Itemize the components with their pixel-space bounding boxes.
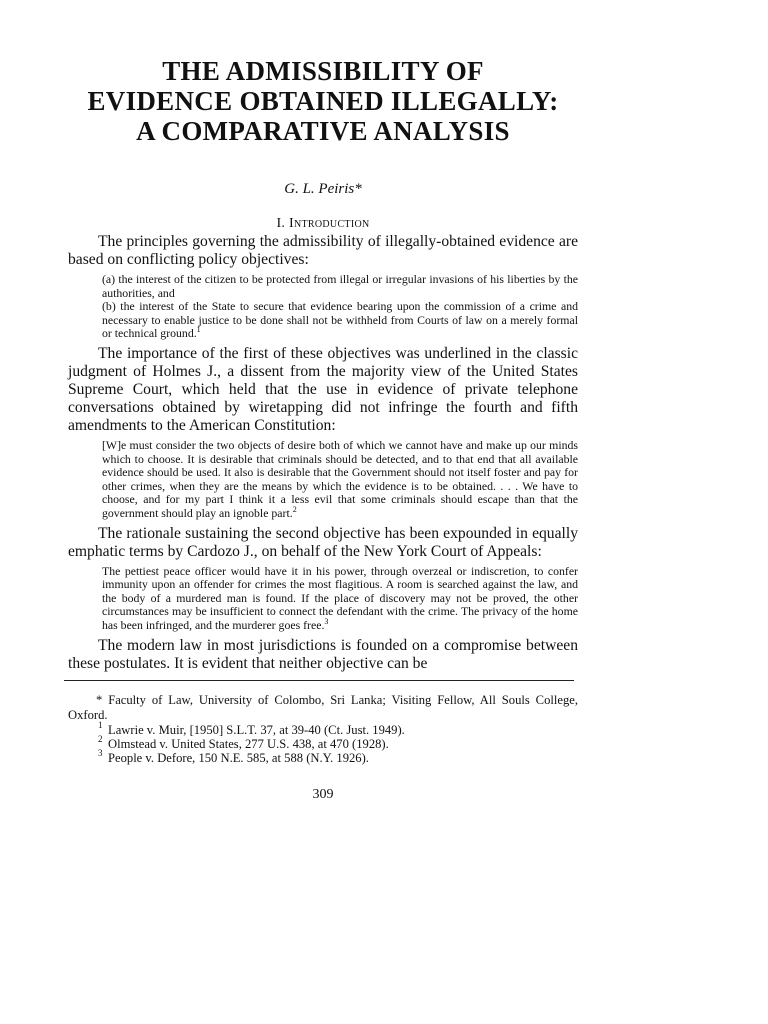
block-quote-2 bbox=[102, 439, 578, 521]
article-title bbox=[68, 56, 578, 146]
footnote-ref-1: 1 bbox=[196, 325, 201, 335]
footnote-item: 2 Olmstead v. United States, 277 U.S. 438, at 470 (1928). bbox=[98, 734, 389, 751]
paragraph-4: The modern law in most jurisdictions is founded on a compromise between these postulates. It is evident that neither objective can be bbox=[68, 636, 578, 672]
quote-item-a: (a) the interest of the citizen to be protected from illegal or irregular invasions of his liberties by the authorities, and bbox=[102, 272, 578, 300]
footnote-author: * Faculty of Law, University of Colombo, Sri Lanka; Visiting Fellow, All Souls College, Oxford. bbox=[68, 692, 578, 722]
quote-cardozo-text: The pettiest peace officer would have it in his power, through overzeal or indiscretion, to confer immunity upon an offender for crimes the most flagitious. A room is searched against the law, and the body of a murdered man is found. If the place of discovery may not be proved, the other circumstances may be insufficient to connect the defendant with the crime. The privacy of the home has been infringed, and the murderer goes free. bbox=[102, 563, 578, 632]
block-quote-3 bbox=[102, 565, 578, 633]
block-quote-1 bbox=[102, 273, 578, 341]
footnote-item: 3 People v. Defore, 150 N.E. 585, at 588 (N.Y. 1926). bbox=[98, 748, 369, 765]
footnote-list bbox=[68, 720, 578, 765]
quote-cardozo bbox=[102, 565, 578, 633]
page-number: 309 bbox=[312, 786, 334, 802]
quote-holmes-text: [W]e must consider the two objects of desire both of which we cannot have and make up our minds which to choose. It is desirable that criminals should be detected, and to that end that all available evidence should be used. It also is desirable that the Government should not itself foster and pay for other crimes, when they are the means by which the evidence is to be obtained. . . . We have to choose, and for my part I think it a less evil that some criminals should escape than that the government should play an ignoble part. bbox=[102, 437, 578, 520]
title-line-3: A COMPARATIVE ANALYSIS bbox=[136, 116, 510, 146]
footnote-text: Olmstead v. United States, 277 U.S. 438, at 470 (1928). bbox=[108, 736, 389, 751]
paragraph-2: The importance of the first of these objectives was underlined in the classic judgment of Holmes J., a dissent from the majority view of the United States Supreme Court, which held that the use in evidence of private telephone conversations obtained by wiretapping did not infringe the fourth and fifth amendments to the American Constitution: bbox=[68, 344, 578, 434]
quote-holmes bbox=[102, 439, 578, 521]
paragraph-1: The principles governing the admissibility of illegally-obtained evidence are based on conflicting policy objectives: bbox=[68, 233, 578, 268]
paper-page bbox=[68, 56, 578, 803]
title-line-2: EVIDENCE OBTAINED ILLEGALLY: bbox=[87, 86, 559, 116]
title-line-1: THE ADMISSIBILITY OF bbox=[162, 56, 484, 86]
footnote-ref-3: 3 bbox=[324, 616, 329, 626]
paragraph-3: The rationale sustaining the second objective has been expounded in equally emphatic terms by Cardozo J., on behalf of the New York Court of Appeals: bbox=[68, 524, 578, 560]
author-name: G. L. Peiris* bbox=[284, 181, 362, 197]
footnote-text: Lawrie v. Muir, [1950] S.L.T. 37, at 39-40 (Ct. Just. 1949). bbox=[108, 722, 405, 737]
section-heading: I. Introduction bbox=[276, 216, 370, 231]
quote-item-b-text: (b) the interest of the State to secure that evidence bearing upon the commission of a crime and necessary to enable justice to be done shall not be withheld from Courts of law on a merely formal or technical ground. bbox=[102, 299, 578, 341]
footnote-divider bbox=[64, 680, 574, 681]
footnote-text: People v. Defore, 150 N.E. 585, at 588 (N.Y. 1926). bbox=[108, 750, 369, 765]
footnote-ref-2: 2 bbox=[292, 505, 297, 515]
footnote-item: 1 Lawrie v. Muir, [1950] S.L.T. 37, at 39-40 (Ct. Just. 1949). bbox=[98, 720, 405, 737]
quote-item-b bbox=[102, 300, 578, 341]
